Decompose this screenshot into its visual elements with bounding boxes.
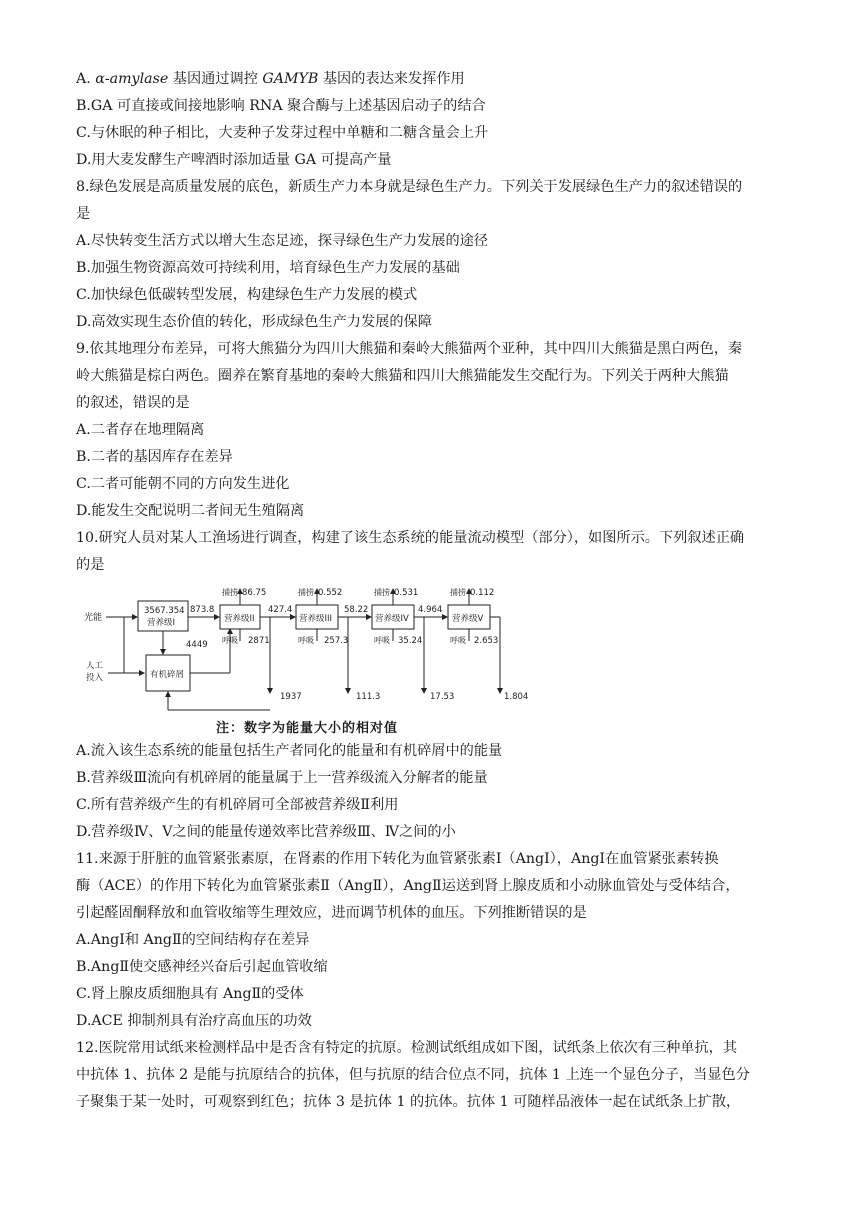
level-5-respiration: 2.653 xyxy=(474,636,499,646)
level-4-harvest: 0.531 xyxy=(394,588,419,598)
q11-stem-line-1: 11.来源于肝脏的血管紧张素原，在肾素的作用下转化为血管紧张素Ⅰ（AngⅠ），AngⅠ在血管紧张素转换 xyxy=(76,851,719,867)
q7-option-b: B.GA 可直接或间接地影响 RNA 聚合酶与上述基因启动子的结合 xyxy=(76,98,486,114)
q10-option-c: C.所有营养级产生的有机碎屑可全部被营养级Ⅱ利用 xyxy=(76,797,399,813)
q11-stem-line-3: 引起醛固酮释放和血管收缩等生理效应，进而调节机体的血压。下列推断错误的是 xyxy=(76,905,587,921)
sunlight-label: 光能 xyxy=(84,613,103,623)
q12-stem-line-1: 12.医院常用试纸来检测样品中是否含有特定的抗原。检测试纸组成如下图，试纸条上依次有三种单抗，其 xyxy=(76,1040,738,1056)
q9-stem-line-3: 的叙述，错误的是 xyxy=(76,395,190,411)
producer-value: 3567.354 xyxy=(144,606,185,616)
q12-stem-line-2: 中抗体 1、抗体 2 是能与抗原结合的抗体，但与抗原的结合位点不同，抗体 1 上连一个显色分子，当显色分 xyxy=(76,1067,750,1083)
level-3-harvest: 0.552 xyxy=(318,588,343,598)
q11-option-b: B.AngⅡ使交感神经兴奋后引起血管收缩 xyxy=(76,959,328,975)
q7-option-c: C.与休眠的种子相比，大麦种子发芽过程中单糖和二糖含量会上升 xyxy=(76,125,489,141)
q9-option-c: C.二者可能朝不同的方向发生进化 xyxy=(76,476,290,492)
level-2-harvest: 86.75 xyxy=(242,588,267,598)
level-5-harvest-label: 捕捞 xyxy=(450,588,466,597)
q10-stem-line-2: 的是 xyxy=(76,557,105,573)
producer-label: 营养级I xyxy=(147,618,176,628)
energy-flow-diagram xyxy=(80,585,550,735)
level-3-in-flow: 427.4 xyxy=(268,605,293,615)
detritus-flow-value: 4449 xyxy=(186,640,208,650)
q9-option-b: B.二者的基因库存在差异 xyxy=(76,449,233,465)
q8-stem-line-2: 是 xyxy=(76,206,91,222)
level-4-label: 营养级IV xyxy=(375,614,409,624)
level-4-to-detritus: 17.53 xyxy=(430,692,455,702)
human-input-label-1: 人工 xyxy=(86,661,104,671)
q9-stem-line-2: 岭大熊猫是棕白两色。圈养在繁育基地的秦岭大熊猫和四川大熊猫能发生交配行为。下列关于两种大熊猫 xyxy=(76,368,729,384)
q11-option-a: A.AngⅠ和 AngⅡ的空间结构存在差异 xyxy=(76,932,310,948)
q8-option-c: C.加快绿色低碳转型发展，构建绿色生产力发展的模式 xyxy=(76,287,418,303)
q11-stem-line-2: 酶（ACE）的作用下转化为血管紧张素Ⅱ（AngⅡ），AngⅡ运送到肾上腺皮质和小动脉血管处与受体结合， xyxy=(76,878,740,894)
detritus-label: 有机碎屑 xyxy=(150,670,185,680)
q7-option-d: D.用大麦发酵生产啤酒时添加适量 GA 可提高产量 xyxy=(76,152,392,168)
q8-option-a: A.尽快转变生活方式以增大生态足迹，探寻绿色生产力发展的途径 xyxy=(76,233,489,249)
q11-option-c: C.肾上腺皮质细胞具有 AngⅡ的受体 xyxy=(76,986,304,1002)
level-5-respiration-label: 呼吸 xyxy=(450,636,466,645)
level-3-label: 营养级III xyxy=(299,614,333,624)
level-2-respiration: 2871 xyxy=(248,636,270,646)
level-2-harvest-label: 捕捞 xyxy=(222,588,238,597)
level-5-to-detritus: 1.804 xyxy=(504,692,529,702)
q11-option-d: D.ACE 抑制剂具有治疗高血压的功效 xyxy=(76,1013,312,1029)
q10-option-b: B.营养级Ⅲ流向有机碎屑的能量属于上一营养级流入分解者的能量 xyxy=(76,770,488,786)
q9-stem-line-1: 9.依其地理分布差异，可将大熊猫分为四川大熊猫和秦岭大熊猫两个亚种，其中四川大熊猫是黑白两色，秦 xyxy=(76,341,743,357)
level-3-respiration-label: 呼吸 xyxy=(298,636,314,645)
q10-option-d: D.营养级Ⅳ、Ⅴ之间的能量传递效率比营养级Ⅲ、Ⅳ之间的小 xyxy=(76,824,456,840)
level-4-in-flow: 58.22 xyxy=(344,605,369,615)
level-2-in-flow: 873.8 xyxy=(190,605,215,615)
q10-stem-line-1: 10.研究人员对某人工渔场进行调查，构建了该生态系统的能量流动模型（部分），如图所示。下列叙述正确 xyxy=(76,530,745,546)
level-5-in-flow: 4.964 xyxy=(418,605,443,615)
level-2-respiration-label: 呼吸 xyxy=(222,636,238,645)
level-5-harvest: 0.112 xyxy=(470,588,495,598)
q8-option-b: B.加强生物资源高效可持续利用，培育绿色生产力发展的基础 xyxy=(76,260,460,276)
level-3-respiration: 257.3 xyxy=(324,636,349,646)
level-4-respiration: 35.24 xyxy=(398,636,423,646)
diagram-note: 注：数字为能量大小的相对值 xyxy=(216,721,399,736)
level-2-to-detritus: 1937 xyxy=(280,692,302,702)
q10-option-a: A.流入该生态系统的能量包括生产者同化的能量和有机碎屑中的能量 xyxy=(76,743,503,759)
human-input-label-2: 投入 xyxy=(86,673,104,683)
q8-stem-line-1: 8.绿色发展是高质量发展的底色，新质生产力本身就是绿色生产力。下列关于发展绿色生产力的叙述错误的 xyxy=(76,179,743,195)
level-4-respiration-label: 呼吸 xyxy=(374,636,390,645)
level-3-to-detritus: 111.3 xyxy=(356,692,381,702)
q7-option-a: A. α-amylase 基因通过调控 GAMYB 基因的表达来发挥作用 xyxy=(76,71,465,87)
q9-option-d: D.能发生交配说明二者间无生殖隔离 xyxy=(76,503,305,519)
q12-stem-line-3: 子聚集于某一处时，可观察到红色；抗体 3 是抗体 1 的抗体。抗体 1 可随样品液体一起在试纸条上扩散， xyxy=(76,1094,741,1110)
level-2-label: 营养级II xyxy=(224,614,255,624)
q9-option-a: A.二者存在地理隔离 xyxy=(76,422,205,438)
level-4-harvest-label: 捕捞 xyxy=(374,588,390,597)
level-3-harvest-label: 捕捞 xyxy=(298,588,314,597)
q8-option-d: D.高效实现生态价值的转化，形成绿色生产力发展的保障 xyxy=(76,314,432,330)
level-5-label: 营养级V xyxy=(452,614,484,624)
